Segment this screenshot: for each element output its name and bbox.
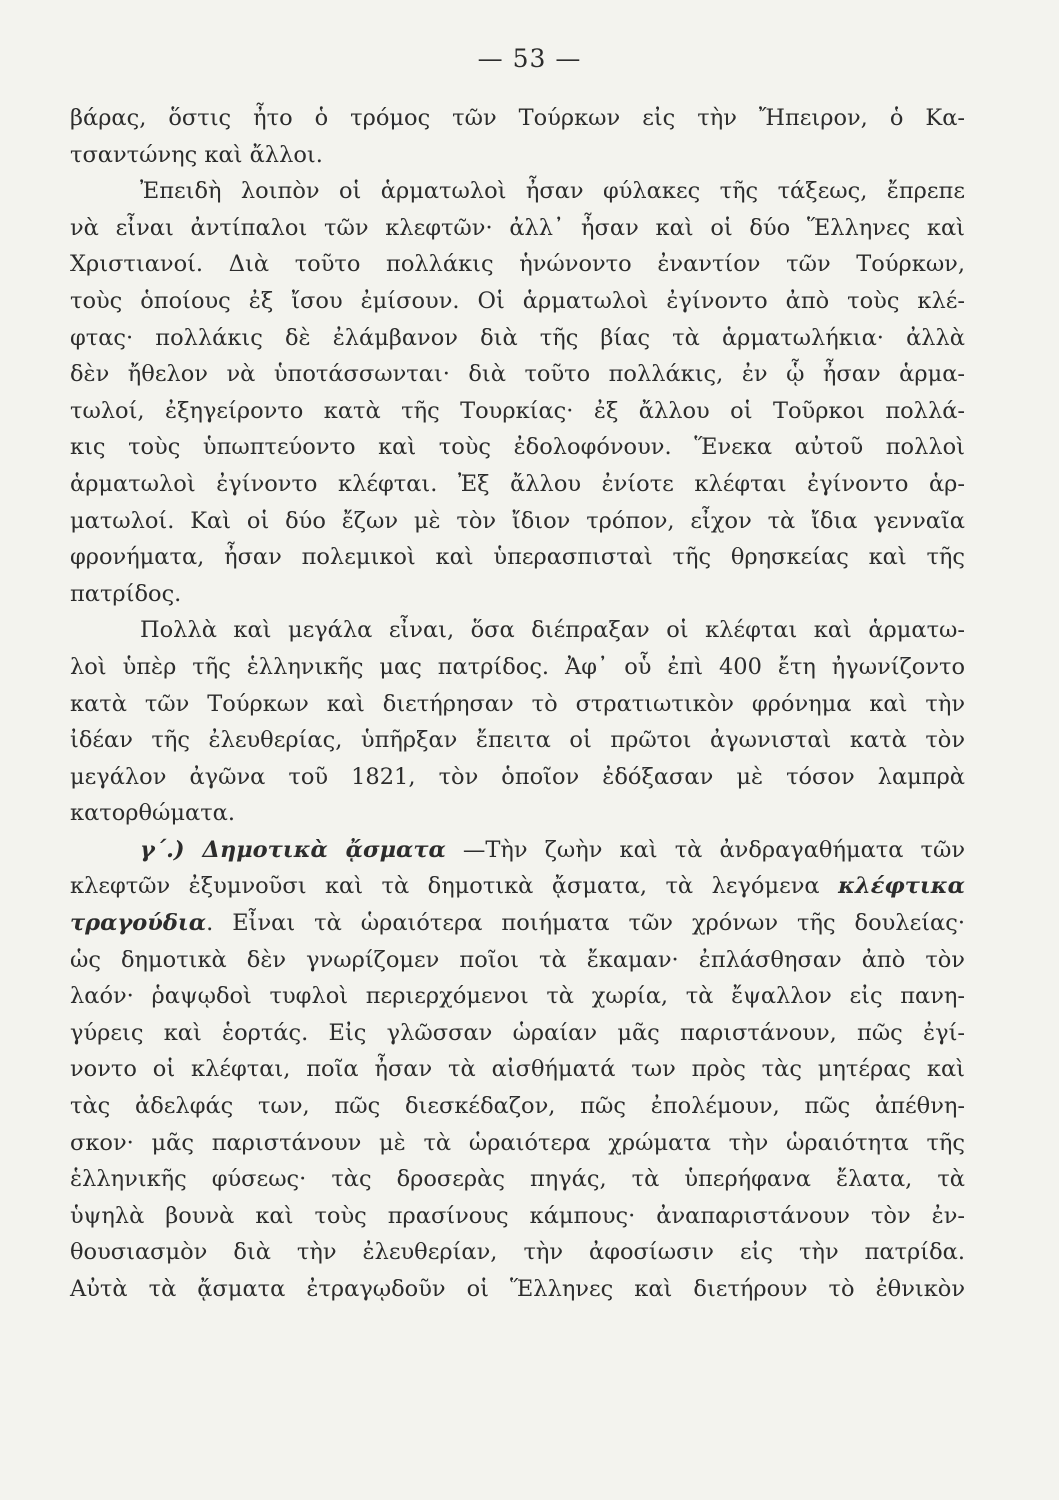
emphasis-text: γ΄.) Δημοτικὰ ᾄσματα: [140, 836, 446, 863]
line-text: κατὰ τῶν Τούρκων καὶ διετήρησαν τὸ στρατιωτικὸν φρόνημα καὶ τὴν: [70, 690, 965, 717]
text-line: [70, 1161, 965, 1198]
text-line: [70, 978, 965, 1015]
line-text: σκον· μᾶς παριστάνουν μὲ τὰ ὡραιότερα χρώματα τὴν ὡραιότητα τῆς: [70, 1129, 965, 1156]
text-line: [70, 356, 965, 393]
text-line: [70, 429, 965, 466]
line-text: τὰς ἀδελφάς των, πῶς διεσκέδαζον, πῶς ἐπολέμουν, πῶς ἀπέθνη-: [70, 1093, 965, 1120]
line-text: θουσιασμὸν διὰ τὴν ἐλευθερίαν, τὴν ἀφοσίωσιν εἰς τὴν πατρίδα.: [70, 1239, 965, 1266]
text-line: [70, 1234, 965, 1271]
line-text: πατρίδος.: [70, 580, 182, 607]
text-line: [70, 246, 965, 283]
text-line: [70, 722, 965, 759]
line-text: φρονήματα, ἦσαν πολεμικοὶ καὶ ὑπερασπισταὶ τῆς θρησκείας καὶ τῆς: [70, 544, 965, 571]
line-text: κλεφτῶν ἐξυμνοῦσι καὶ τὰ δημοτικὰ ᾄσματα, τὰ λεγόμενα: [70, 873, 839, 900]
line-text: . Εἶναι τὰ ὡραιότερα ποιήματα τῶν χρόνων τῆς δουλείας·: [206, 910, 965, 937]
line-text: κις τοὺς ὑπωπτεύοντο καὶ τοὺς ἐδολοφόνουν. Ἕνεκα αὐτοῦ πολλοὶ: [70, 434, 965, 461]
page-number: — 53 —: [477, 44, 582, 73]
text-line: [70, 612, 965, 649]
line-text: φτας· πολλάκις δὲ ἐλάμβανον διὰ τῆς βίας τὰ ἁρματωλήκια· ἀλλὰ: [70, 324, 965, 351]
line-text: Ἐπειδὴ λοιπὸν οἱ ἁρματωλοὶ ἦσαν φύλακες τῆς τάξεως, ἔπρεπε: [140, 178, 965, 205]
text-line: [70, 795, 965, 832]
line-text: τοὺς ὁποίους ἐξ ἴσου ἐμίσουν. Οἱ ἁρματωλοὶ ἐγίνοντο ἀπὸ τοὺς κλέ-: [70, 287, 965, 314]
line-text: τσαντώνης καὶ ἄλλοι.: [70, 141, 323, 168]
text-line: [70, 1198, 965, 1235]
line-text: βάρας, ὅστις ἦτο ὁ τρόμος τῶν Τούρκων εἰς τὴν Ἤπειρον, ὁ Κα-: [70, 105, 965, 131]
text-line: [70, 100, 965, 137]
line-text: λαόν· ῥαψῳδοὶ τυφλοὶ περιερχόμενοι τὰ χωρία, τὰ ἔψαλλον εἰς πανη-: [70, 983, 965, 1010]
text-line: [70, 905, 965, 942]
line-text: μεγάλον ἀγῶνα τοῦ 1821, τὸν ὁποῖον ἐδόξασαν μὲ τόσον λαμπρὰ: [70, 763, 965, 790]
text-line: [70, 942, 965, 979]
line-text: ὡς δημοτικὰ δὲν γνωρίζομεν ποῖοι τὰ ἔκαμαν· ἐπλάσθησαν ἀπὸ τὸν: [70, 946, 965, 973]
text-line: [70, 393, 965, 430]
line-text: Χριστιανοί. Διὰ τοῦτο πολλάκις ἡνώνοντο ἐναντίον τῶν Τούρκων,: [70, 251, 965, 278]
text-line: [70, 539, 965, 576]
line-text: δὲν ἤθελον νὰ ὑποτάσσωνται· διὰ τοῦτο πολλάκις, ἐν ᾧ ἦσαν ἁρμα-: [70, 361, 965, 388]
text-line: [70, 466, 965, 503]
text-line: [70, 283, 965, 320]
line-text: Αὐτὰ τὰ ᾄσματα ἐτραγῳδοῦν οἱ Ἕλληνες καὶ διετήρουν τὸ ἐθνικὸν: [70, 1276, 965, 1302]
line-text: ἰδέαν τῆς ἐλευθερίας, ὑπῆρξαν ἔπειτα οἱ πρῶτοι ἀγωνισταὶ κατὰ τὸν: [70, 727, 965, 754]
text-line: [70, 320, 965, 357]
text-line: [70, 686, 965, 723]
line-text: νὰ εἶναι ἀντίπαλοι τῶν κλεφτῶν· ἀλλ᾽ ἦσαν καὶ οἱ δύο Ἕλληνες καὶ: [70, 214, 965, 241]
line-text: —Τὴν ζωὴν καὶ τὰ ἀνδραγαθήματα τῶν: [445, 836, 966, 863]
text-line: [70, 1125, 965, 1162]
body-text: [70, 100, 965, 1308]
line-text: τωλοί, ἐξηγείροντο κατὰ τῆς Τουρκίας· ἐξ ἄλλου οἱ Τοῦρκοι πολλά-: [70, 397, 965, 424]
line-text: κατορθώματα.: [70, 800, 235, 827]
line-text: Πολλὰ καὶ μεγάλα εἶναι, ὅσα διέπραξαν οἱ κλέφται καὶ ἁρματω-: [140, 617, 965, 644]
line-text: ἑλληνικῆς φύσεως· τὰς δροσερὰς πηγάς, τὰ ὑπερήφανα ἔλατα, τὰ: [70, 1166, 965, 1193]
emphasis-text: τραγούδια: [70, 910, 207, 937]
text-line: [70, 759, 965, 796]
line-text: νοντο οἱ κλέφται, ποῖα ἦσαν τὰ αἰσθήματά των πρὸς τὰς μητέρας καὶ: [70, 1056, 965, 1083]
text-line: [70, 1271, 965, 1308]
text-line: [70, 576, 965, 613]
text-line: [70, 1051, 965, 1088]
text-line: [70, 649, 965, 686]
line-text: ματωλοί. Καὶ οἱ δύο ἔζων μὲ τὸν ἴδιον τρόπον, εἶχον τὰ ἴδια γενναῖα: [70, 507, 965, 534]
line-text: λοὶ ὑπὲρ τῆς ἑλληνικῆς μας πατρίδος. Ἀφ᾽ οὗ ἐπὶ 400 ἔτη ἠγωνίζοντο: [70, 653, 965, 680]
line-text: γύρεις καὶ ἑορτάς. Εἰς γλῶσσαν ὡραίαν μᾶς παριστάνουν, πῶς ἐγί-: [70, 1019, 965, 1046]
text-line: [70, 503, 965, 540]
text-line: [70, 1015, 965, 1052]
text-line: [70, 1088, 965, 1125]
text-line: [70, 173, 965, 210]
line-text: ἁρματωλοὶ ἐγίνοντο κλέφται. Ἐξ ἄλλου ἐνίοτε κλέφται ἐγίνοντο ἁρ-: [70, 470, 965, 497]
line-text: ὑψηλὰ βουνὰ καὶ τοὺς πρασίνους κάμπους· ἀναπαριστάνουν τὸν ἐν-: [70, 1202, 965, 1229]
text-line: [70, 137, 965, 174]
text-line: [70, 868, 965, 905]
text-line: [70, 210, 965, 247]
text-line: [70, 832, 965, 869]
emphasis-text: κλέφτικα: [838, 873, 965, 900]
